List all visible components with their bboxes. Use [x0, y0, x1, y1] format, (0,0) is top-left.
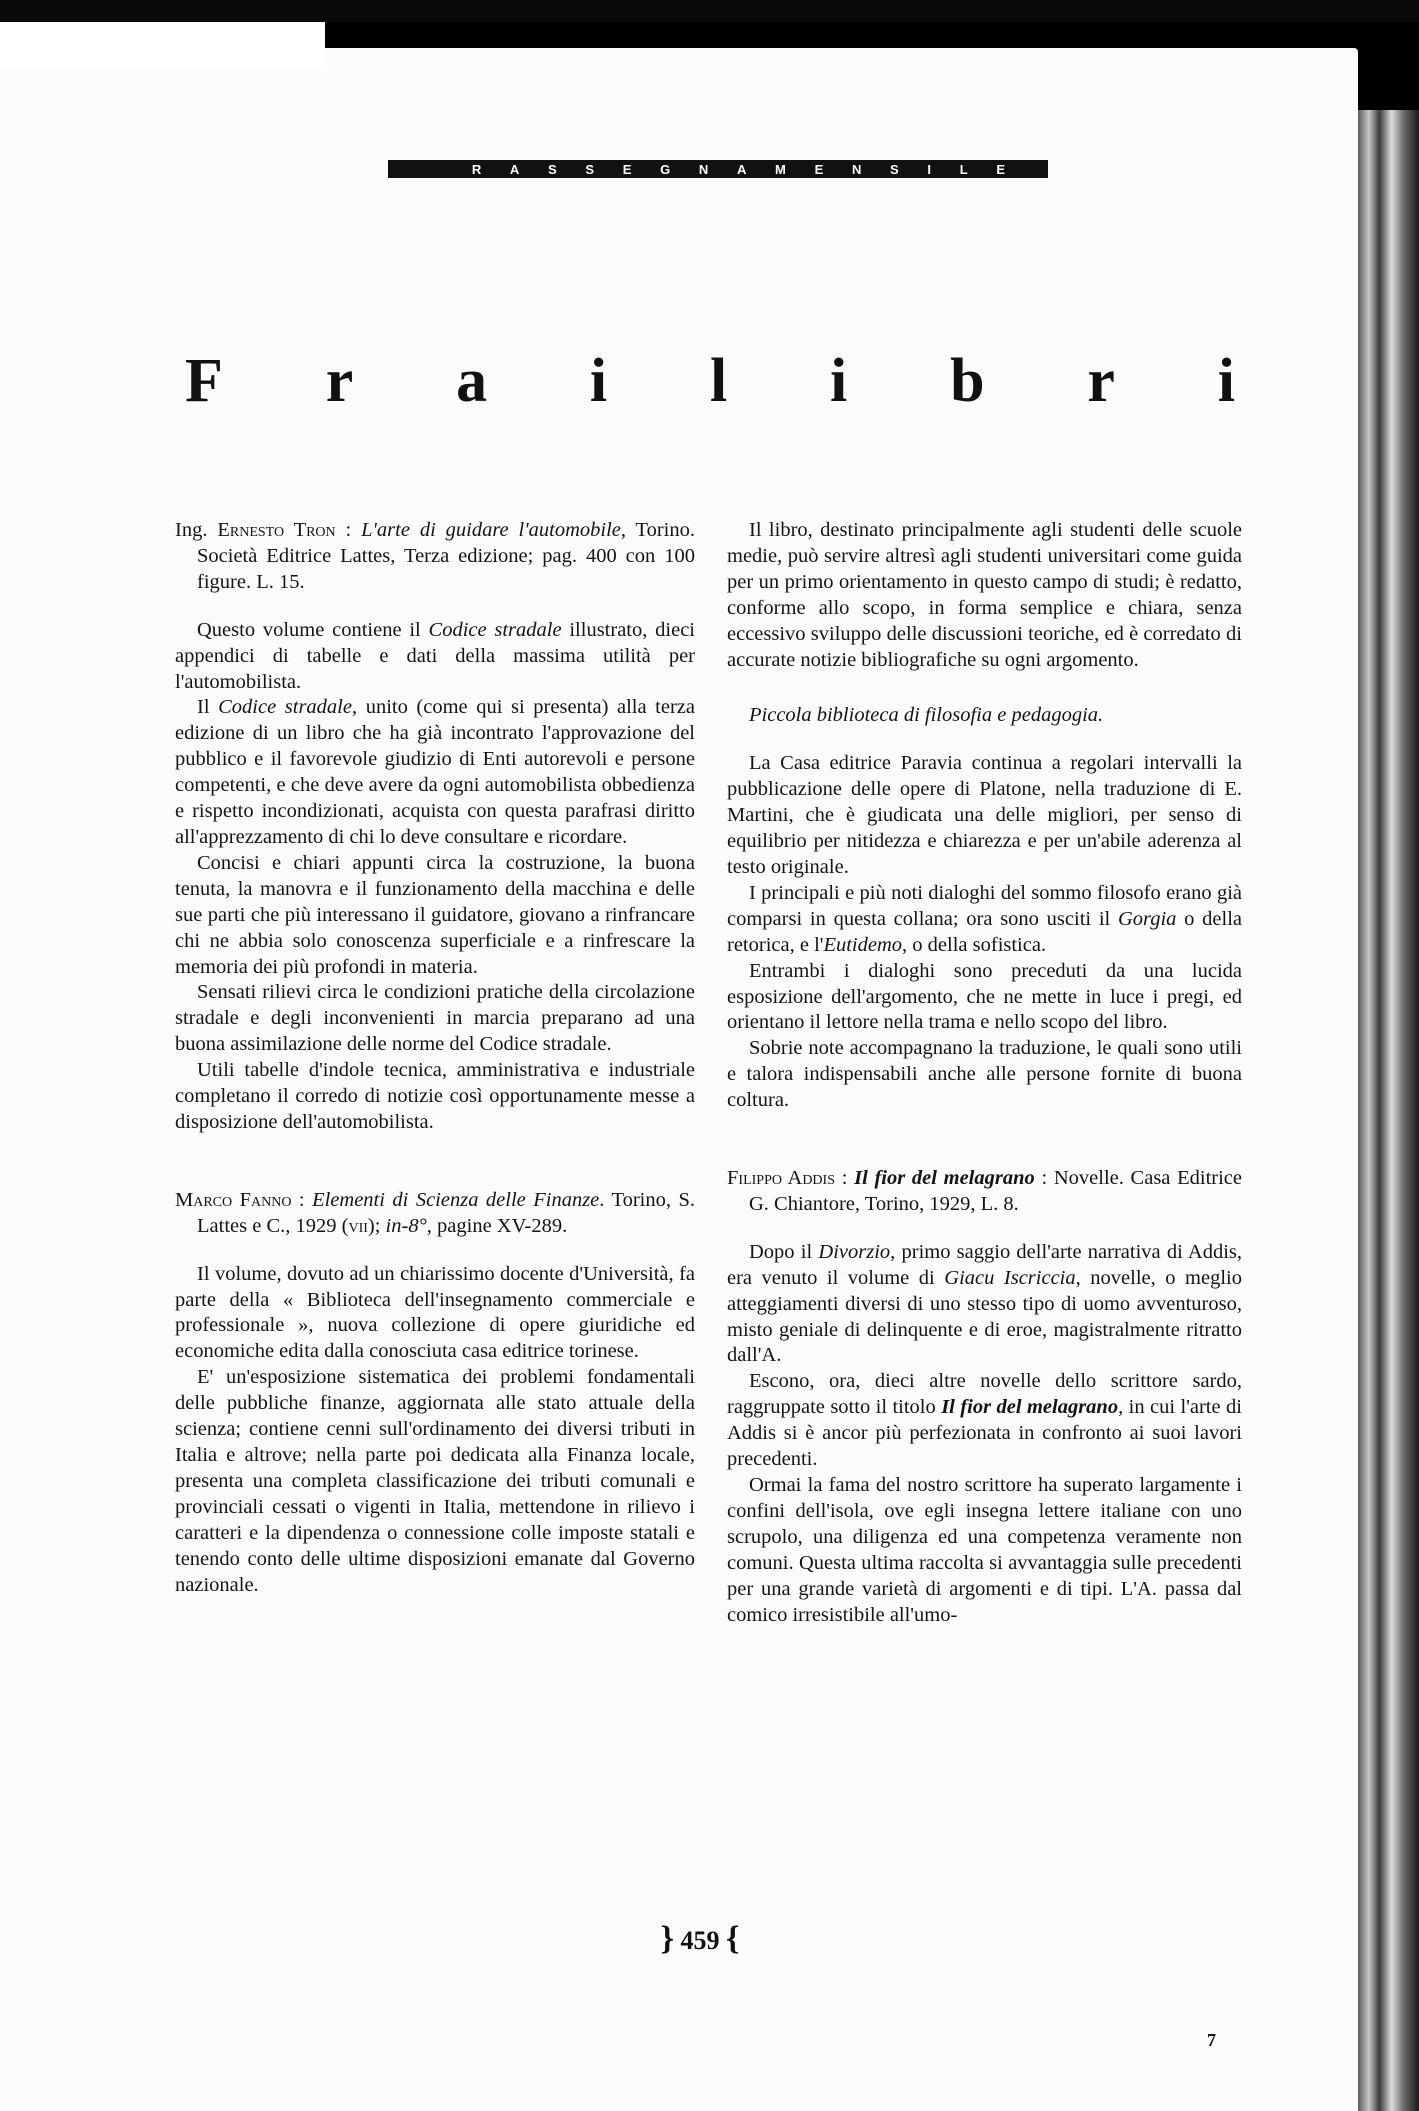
title-letter: i [1217, 347, 1235, 415]
review-paragraph: E' un'esposizione sistematica dei problemi fondamentali delle pubbliche finanze, aggiornata alle stato attuale della scienza; contiene cenni sull'ordinamento dei diversi tributi in Italia e altrove; nella parte poi dedicata alla Finanza locale, presenta una completa classificazione dei tributi comunali e provinciali cessati o vigenti in Italia, mettendone in rilievo i caratteri e la dipendenza o connessione colle imposte statali e tenendo conto delle ultime disposizioni emanate dal Governo nazionale. [175, 1366, 695, 1596]
review-paragraph: Questo volume contiene il Codice stradale illustrato, dieci appendici di tabelle e dati della massima utilità per l'automobilista. [175, 618, 695, 693]
page-title [185, 347, 1235, 415]
header-letter: E [622, 161, 633, 177]
review-reference-addis: Filippo Addis : Il fior del melagrano : Novelle. Casa Editrice G. Chiantore, Torino, 1929, L. 8. [727, 1167, 1242, 1215]
running-header [388, 160, 1048, 178]
review-paragraph: Utili tabelle d'indole tecnica, amministrativa e industriale completano il corredo di notizie così opportunamente messe a disposizione dell'automobilista. [175, 1059, 695, 1133]
header-letter: A [509, 161, 521, 177]
title-letter: i [589, 347, 608, 415]
header-letter: L [959, 161, 969, 177]
header-letter: N [698, 161, 710, 177]
book-spine-edge [1358, 110, 1419, 2111]
review-paragraph: Il volume, dovuto ad un chiarissimo docente d'Università, fa parte della « Biblioteca dell'insegnamento commerciale e professionale », nuova collezione di opere giuridiche ed economiche edita dalla conosciuta casa editrice torinese. [175, 1262, 695, 1363]
review-book-title: Il fior del melagrano [854, 1167, 1035, 1190]
review-paragraph: La Casa editrice Paravia continua a regolari intervalli la pubblicazione delle opere di Platone, nella traduzione di E. Martini, che è giudicata una delle migliori, per senso di equilibrio per nitidezza e chiarezza e per un'abile aderenza al testo originale. [727, 752, 1242, 878]
title-letter: r [325, 347, 354, 415]
header-letter: A [736, 161, 748, 177]
review-book-title: L'arte di guidare l'automobile [361, 519, 621, 541]
page-number-value: 459 [680, 1926, 720, 1955]
header-letter: G [660, 161, 672, 177]
signature-mark: 7 [1207, 2030, 1216, 2050]
review-paragraph: Sobrie note accompagnano la traduzione, le quali sono utili e talora indispensabili anche alle persone fornite di buona coltura. [727, 1037, 1242, 1112]
title-letter: F [185, 347, 223, 415]
title-letter: r [1087, 347, 1115, 415]
review-paragraph: Il libro, destinato principalmente agli studenti delle scuole medie, può servire altresì agli studenti universitari come guida per un primo orientamento in questo campo di studi; è redatto, conforme allo scopo, in forma semplice e chiara, senza eccessivo sviluppo delle discussioni teoriche, ed è corredato di accurate notizie bibliografiche su ogni argomento. [727, 519, 1242, 671]
header-letter: E [996, 161, 1006, 177]
review-reference-fanno: Marco Fanno : Elementi di Scienza delle Finanze. Torino, S. Lattes e C., 1929 (vii); in-8°, pagine XV-289. [175, 1188, 695, 1237]
review-author: Marco Fanno [175, 1188, 292, 1211]
review-author: Ernesto Tron [217, 519, 336, 541]
header-letter: I [927, 161, 932, 177]
review-author: Filippo Addis [727, 1167, 835, 1190]
page-number-brace-left: } [660, 1920, 674, 1957]
header-letter: S [890, 161, 900, 177]
review-paragraph: Escono, ora, dieci altre novelle dello scrittore sardo, raggruppate sotto il titolo Il fior del melagrano, in cui l'arte di Addis si è ancor più perfezionata in confronto ai suoi lavori precedenti. [727, 1370, 1242, 1471]
review-paragraph: Ormai la fama del nostro scrittore ha superato largamente i confini dell'isola, ove egli insegna lettere italiane con uno scrupolo, una diligenza ed una competenza veramente non comuni. Questa ultima raccolta si avvantaggia sulle precedenti per una grande varietà di argomenti e di tipi. L'A. passa dal comico irresistibile all'umo- [727, 1474, 1242, 1626]
scan-left-notch [0, 22, 325, 70]
review-book-title: Elementi di Scienza delle Finanze [312, 1188, 600, 1211]
review-paragraph: Concisi e chiari appunti circa la costruzione, la buona tenuta, la manovra e il funzionamento della macchina e delle sue parti che più interessano il guidatore, giovano a rinfrancare chi ne abbia solo conoscenza superficiale e a rinfrescare la memoria dei più profondi in materia. [175, 851, 695, 978]
review-paragraph: Il Codice stradale, unito (come qui si presenta) alla terza edizione di un libro che ha già incontrato l'approvazione del pubblico e il favorevole giudizio di Enti autorevoli e persone competenti, e che deve avere da ogni automobilista obbedienza e rispetto incondizionati, acquista con questa parafrasi diritto all'apprezzamento di chi lo deve consultare e ricordare. [175, 696, 696, 848]
header-letter: S [585, 161, 596, 177]
header-letter: N [851, 161, 863, 177]
page-number-brace-right: { [726, 1920, 740, 1957]
review-paragraph: I principali e più noti dialoghi del sommo filosofo erano già comparsi in questa collana; ora sono usciti il Gorgia o della retorica, e l'Eutidemo, o della sofistica. [727, 881, 1242, 956]
header-letter: S [548, 161, 558, 177]
header-letter: E [814, 161, 825, 177]
title-letter: a [456, 347, 488, 415]
review-paragraph: Dopo il Divorzio, primo saggio dell'arte narrativa di Addis, era venuto il volume di Giacu Iscriccia, novelle, o meglio atteggiamenti diversi di uno stesso tipo di uomo avventuroso, misto geniale di delinquente e di eroe, magistralmente ritratto dall'A. [727, 1240, 1242, 1367]
header-letter: R [471, 161, 483, 177]
review-reference-tron: Ing. Ernesto Tron : L'arte di guidare l'automobile, Torino. Società Editrice Lattes, Terza edizione; pag. 400 con 100 figure. L. 15. [175, 519, 695, 593]
title-letter: b [950, 347, 985, 415]
title-letter: l [709, 347, 728, 415]
title-letter: i [830, 347, 848, 415]
header-letter: M [775, 161, 787, 177]
page-number [640, 1920, 760, 1958]
section-heading: Piccola biblioteca di filosofia e pedagogia. [749, 704, 1104, 727]
scan-top-edge [0, 0, 1419, 22]
review-paragraph: Entrambi i dialoghi sono preceduti da una lucida esposizione dell'argomento, che ne mette in luce i pregi, ed orientano il lettore nella trama e nello scopo del libro. [727, 959, 1242, 1034]
review-paragraph: Sensati rilievi circa le condizioni pratiche della circolazione stradale e degli inconvenienti in marcia preparano ad una buona assimilazione delle norme del Codice stradale. [175, 981, 695, 1056]
right-column [727, 518, 1242, 1628]
left-column [175, 518, 695, 1598]
